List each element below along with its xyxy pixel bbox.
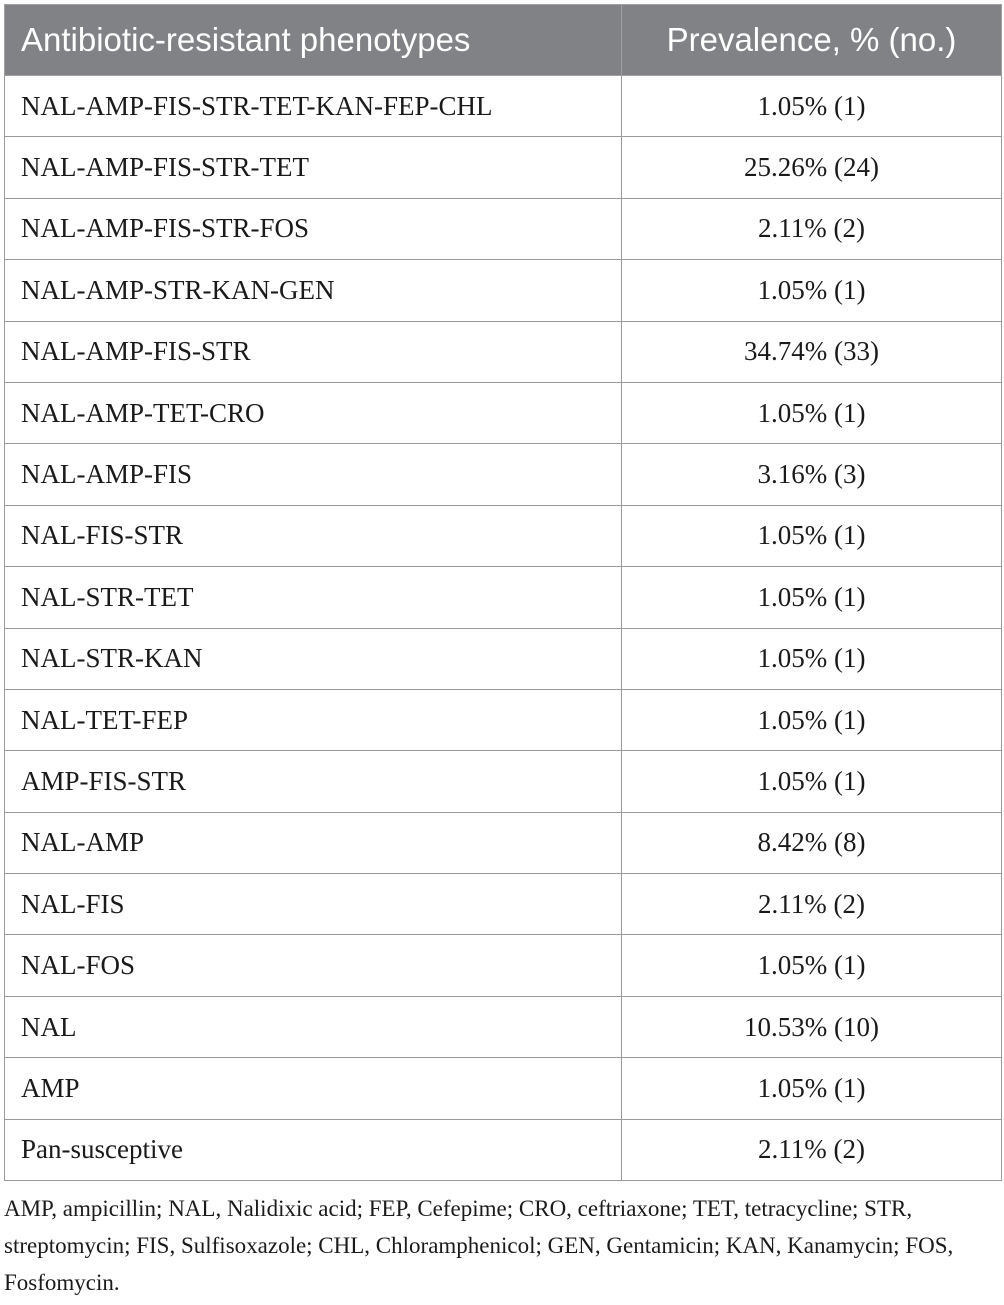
table-row: [5, 260, 1002, 321]
prevalence-cell: 34.74% (33): [622, 321, 1002, 382]
table-row: [5, 321, 1002, 382]
table-row: [5, 996, 1002, 1057]
table-row: [5, 751, 1002, 812]
prevalence-cell: 2.11% (2): [622, 874, 1002, 935]
phenotype-cell: NAL-FOS: [5, 935, 622, 996]
table-row: [5, 76, 1002, 137]
phenotype-prevalence-table: [4, 4, 1002, 1181]
table-row: [5, 874, 1002, 935]
phenotype-cell: AMP: [5, 1058, 622, 1119]
phenotype-cell: NAL-AMP: [5, 812, 622, 873]
prevalence-cell: 2.11% (2): [622, 1119, 1002, 1180]
prevalence-cell: 1.05% (1): [622, 76, 1002, 137]
prevalence-cell: 3.16% (3): [622, 444, 1002, 505]
phenotype-cell: NAL-AMP-FIS-STR: [5, 321, 622, 382]
prevalence-cell: 10.53% (10): [622, 996, 1002, 1057]
prevalence-cell: 1.05% (1): [622, 751, 1002, 812]
prevalence-cell: 1.05% (1): [622, 628, 1002, 689]
phenotype-cell: NAL-AMP-FIS: [5, 444, 622, 505]
phenotype-cell: NAL-AMP-FIS-STR-TET-KAN-FEP-CHL: [5, 76, 622, 137]
table-row: [5, 812, 1002, 873]
prevalence-cell: 8.42% (8): [622, 812, 1002, 873]
prevalence-cell: 2.11% (2): [622, 198, 1002, 259]
phenotype-cell: NAL-AMP-FIS-STR-FOS: [5, 198, 622, 259]
header-phenotypes: Antibiotic-resistant phenotypes: [5, 5, 622, 76]
table-row: [5, 1119, 1002, 1180]
table-body: [5, 76, 1002, 1181]
phenotype-cell: NAL-STR-KAN: [5, 628, 622, 689]
phenotype-cell: NAL-STR-TET: [5, 567, 622, 628]
phenotype-cell: NAL-AMP-FIS-STR-TET: [5, 137, 622, 198]
table-row: [5, 935, 1002, 996]
table-row: [5, 1058, 1002, 1119]
table-header-row: [5, 5, 1002, 76]
prevalence-cell: 1.05% (1): [622, 382, 1002, 443]
phenotype-cell: NAL: [5, 996, 622, 1057]
phenotype-cell: AMP-FIS-STR: [5, 751, 622, 812]
prevalence-cell: 1.05% (1): [622, 567, 1002, 628]
table-row: [5, 505, 1002, 566]
prevalence-cell: 25.26% (24): [622, 137, 1002, 198]
table-row: [5, 137, 1002, 198]
prevalence-cell: 1.05% (1): [622, 260, 1002, 321]
prevalence-cell: 1.05% (1): [622, 689, 1002, 750]
table-row: [5, 198, 1002, 259]
table-row: [5, 444, 1002, 505]
phenotype-cell: NAL-AMP-TET-CRO: [5, 382, 622, 443]
phenotype-table-container: [4, 4, 1001, 1181]
phenotype-cell: NAL-TET-FEP: [5, 689, 622, 750]
table-row: [5, 689, 1002, 750]
table-footnote: AMP, ampicillin; NAL, Nalidixic acid; FEP, Cefepime; CRO, ceftriaxone; TET, tetracycline; STR, streptomycin; FIS, Sulfisoxazole; CHL, Chloramphenicol; GEN, Gentamicin; KAN, Kanamycin; FOS, Fosfomycin.: [4, 1196, 954, 1295]
phenotype-cell: Pan-susceptive: [5, 1119, 622, 1180]
prevalence-cell: 1.05% (1): [622, 505, 1002, 566]
phenotype-cell: NAL-FIS-STR: [5, 505, 622, 566]
table-row: [5, 567, 1002, 628]
prevalence-cell: 1.05% (1): [622, 935, 1002, 996]
header-prevalence: Prevalence, % (no.): [622, 5, 1002, 76]
phenotype-cell: NAL-FIS: [5, 874, 622, 935]
phenotype-cell: NAL-AMP-STR-KAN-GEN: [5, 260, 622, 321]
table-row: [5, 628, 1002, 689]
prevalence-cell: 1.05% (1): [622, 1058, 1002, 1119]
table-row: [5, 382, 1002, 443]
